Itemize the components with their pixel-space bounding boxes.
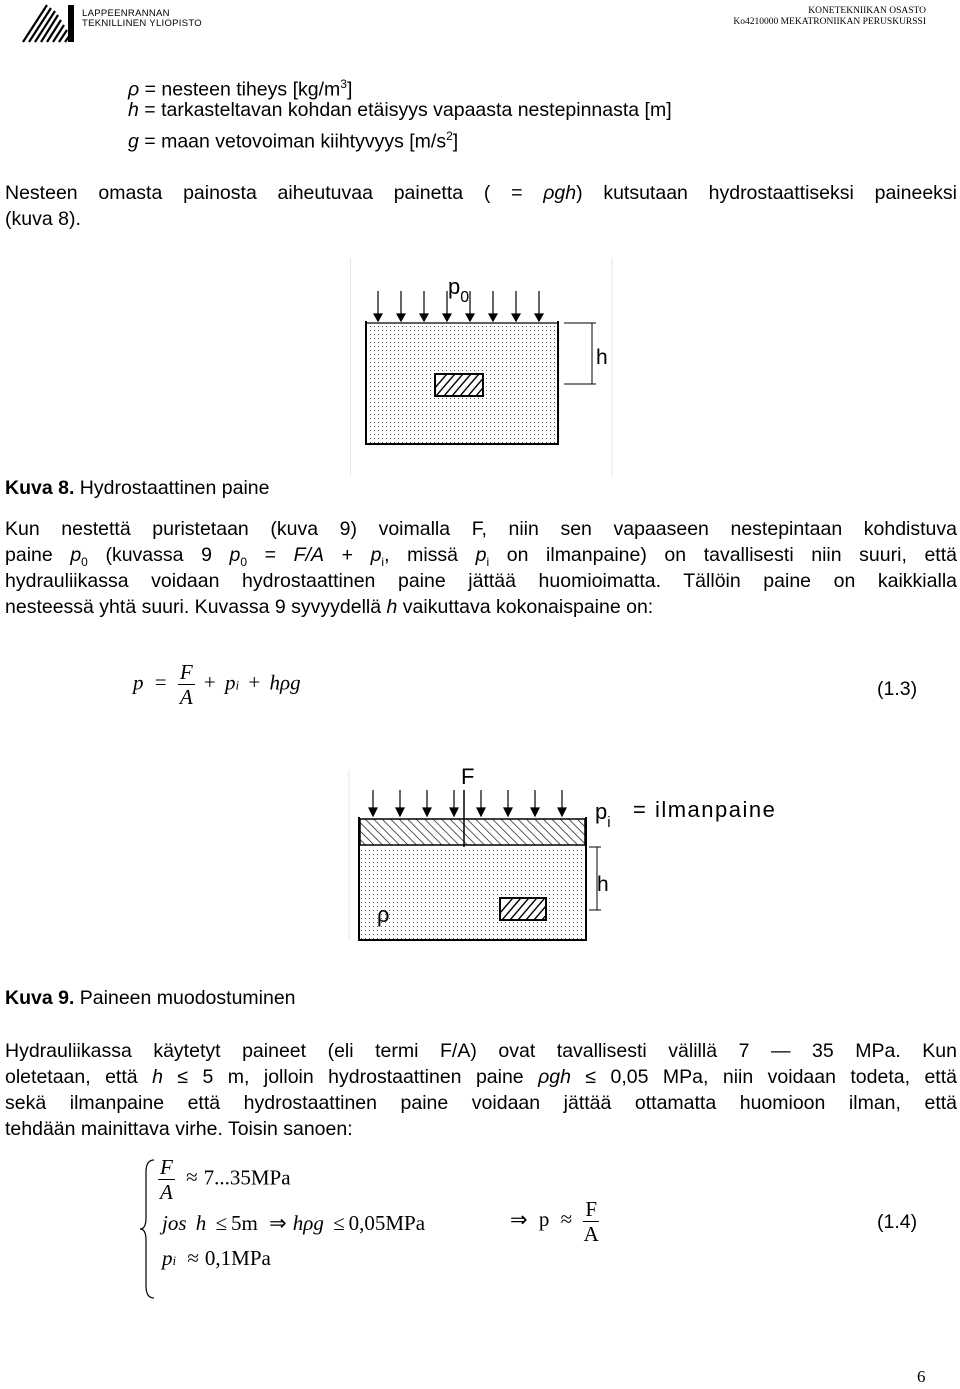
equation-1-3	[133, 660, 301, 709]
text: oletetaan, että	[5, 1066, 153, 1088]
curly-brace	[138, 1158, 158, 1300]
text: vaikuttava kokonaispaine on:	[397, 596, 654, 618]
text: nesteessä yhtä suuri. Kuvassa 9 syvyydellä	[5, 596, 387, 618]
value: 0,05MPa	[348, 1211, 426, 1235]
definition-text: = maan vetovoiman kiihtyvyys [m/s	[138, 130, 447, 153]
text: , missä	[384, 544, 476, 566]
caption-text: Hydrostaattinen paine	[74, 477, 270, 499]
eq-sub-i: i	[235, 677, 240, 693]
text: (kuvassa 9	[87, 544, 230, 566]
paragraph-pressure-explanation	[5, 516, 957, 620]
value: 7...35MPa	[203, 1165, 291, 1190]
text: +	[323, 544, 371, 566]
page-number: 6	[917, 1367, 926, 1386]
subscript: 0	[81, 554, 88, 569]
text: Nesteen omasta painosta aiheutuvaa painetta ( =	[5, 182, 544, 204]
approx-symbol: ≈	[187, 1246, 199, 1270]
university-name	[82, 9, 202, 29]
symbol-g: g	[128, 130, 139, 153]
eq-rho: ρ	[279, 670, 291, 695]
eq-lhs: p	[133, 670, 144, 695]
paragraph-line: hydrauliikassa voidaan hydrostaattinen paine jättää huomioimatta. Tällöin paine on kaikkialla	[5, 570, 957, 592]
label-ilmanpaine: = ilmanpaine	[633, 797, 777, 822]
eq-p: p	[538, 1207, 550, 1232]
label-pi: $p_i$	[595, 799, 611, 831]
eq-g: g	[290, 670, 301, 695]
paragraph-line: Hydrauliikassa käytetyt paineet (eli termi F/A) ovat tavallisesti välillä 7 — 35 MPa. Kun	[5, 1040, 957, 1062]
course-info	[733, 6, 926, 28]
force-arrows	[369, 790, 566, 816]
label-h: h	[597, 873, 609, 896]
piston	[360, 819, 585, 845]
fraction-f-over-a	[178, 660, 195, 709]
definition-rho	[128, 71, 888, 101]
paragraph-line: sekä ilmanpaine että hydrostaattinen paine voidaan jättää ottamatta huomioon ilman, että	[5, 1092, 957, 1114]
numerator: F	[179, 660, 193, 684]
fraction-f-over-a	[158, 1155, 175, 1204]
text: on ilmanpaine) on tavallisesti niin suuri, että	[489, 544, 957, 566]
eq-plus: +	[248, 670, 261, 695]
value: 5m	[231, 1211, 258, 1235]
text: =	[247, 544, 294, 566]
paragraph-hydrostatic-intro	[5, 180, 957, 232]
eq-p: p	[162, 1246, 173, 1270]
superscript: 3	[340, 77, 347, 91]
header	[0, 0, 960, 48]
depth-dimension	[564, 323, 596, 384]
definition-h	[128, 97, 888, 123]
text-italic: p	[229, 544, 241, 566]
le-symbol: ≤	[333, 1211, 345, 1235]
figure-9-pressure-diagram	[333, 762, 833, 982]
equation-1-4-number: (1.4)	[877, 1211, 918, 1233]
paragraph-line	[5, 1064, 957, 1090]
definition-text: = tarkasteltavan kohdan etäisyys vapaasta nestepinnasta [m]	[138, 99, 672, 121]
eq-h: h	[195, 1211, 207, 1235]
text: ≤ 5 m, jolloin hydrostaattinen paine	[162, 1066, 539, 1088]
paragraph-hydraulic-pressures	[5, 1038, 957, 1142]
paragraph-line	[5, 180, 957, 206]
equation-1-4-row3	[162, 1246, 271, 1271]
eq-plus: +	[203, 670, 216, 695]
equation-1-4-row1	[158, 1155, 291, 1204]
superscript: 2	[446, 129, 453, 143]
numerator: F	[585, 1197, 598, 1221]
approx-symbol: ≈	[560, 1207, 573, 1232]
university-name-line2: TEKNILLINEN YLIOPISTO	[82, 18, 202, 29]
text-italic: jos	[162, 1211, 187, 1235]
text-italic: h	[386, 596, 398, 618]
subscript: 0	[240, 554, 248, 569]
text-italic: h	[152, 1066, 163, 1088]
figure-8-caption	[5, 475, 270, 501]
text-italic: p	[475, 544, 487, 566]
fraction-f-over-a	[583, 1197, 599, 1246]
definition-text: = nesteen tiheys [kg/m	[139, 78, 341, 101]
eq-hrhog: hρg	[292, 1211, 324, 1235]
text: paine	[5, 544, 71, 566]
denominator: A	[160, 1180, 173, 1204]
department-name: KONETEKNIIKAN OSASTO	[808, 6, 926, 16]
symbol-definitions	[128, 71, 888, 153]
implies-symbol: ⇒	[269, 1211, 287, 1235]
symbol-rho: ρ	[128, 78, 140, 101]
paragraph-line	[5, 542, 957, 568]
text-italic: ρgh	[538, 1066, 571, 1088]
text-italic: p	[370, 544, 382, 566]
eq-h: h	[269, 670, 280, 695]
caption-label: Kuva 8.	[5, 477, 75, 499]
text-italic: F/A	[293, 544, 324, 566]
equation-1-4-result	[510, 1197, 599, 1246]
paragraph-line: Kun nestettä puristetaan (kuva 9) voimalla F, niin sen vapaaseen nestepintaan kohdistuva	[5, 518, 957, 540]
subscript: i	[486, 554, 490, 569]
label-p0: $p_0$	[448, 274, 470, 306]
paragraph-line: (kuva 8).	[5, 208, 81, 230]
denominator: A	[583, 1222, 599, 1246]
university-logo-icon	[20, 2, 76, 46]
paragraph-line	[5, 594, 957, 620]
numerator: F	[160, 1155, 173, 1179]
caption-label: Kuva 9.	[5, 987, 75, 1009]
caption-text: Paineen muodostuminen	[74, 987, 296, 1009]
definition-g	[128, 123, 888, 153]
implies-symbol: ⇒	[510, 1207, 528, 1232]
university-name-line1: LAPPEENRANNAN	[82, 8, 170, 19]
symbol-h: h	[128, 99, 139, 121]
equation-1-4-row2	[162, 1211, 425, 1236]
text-italic: ρgh	[543, 182, 577, 204]
label-rho: ρ	[377, 902, 390, 927]
value: 0,1MPa	[204, 1246, 271, 1270]
text: ) kutsutaan hydrostaattiseksi paineeksi	[576, 182, 957, 204]
figure-9-caption	[5, 985, 296, 1011]
label-h: h	[596, 346, 608, 369]
eq-equals: =	[154, 670, 167, 695]
approx-symbol: ≈	[186, 1165, 198, 1190]
definition-tail: ]	[346, 78, 353, 101]
definition-tail: ]	[452, 130, 459, 153]
denominator: A	[179, 685, 193, 709]
liquid-area	[360, 847, 585, 939]
eq-p: p	[225, 670, 236, 695]
le-symbol: ≤	[215, 1211, 228, 1235]
eq-sub-i: i	[172, 1253, 177, 1268]
paragraph-line: tehdään mainittava virhe. Toisin sanoen:	[5, 1118, 353, 1140]
label-F: F	[461, 764, 475, 789]
figure-8-hydrostatic-diagram	[350, 258, 615, 476]
subscript: i	[381, 554, 385, 569]
text: ≤ 0,05 MPa, niin voidaan todeta, että	[570, 1066, 957, 1088]
equation-1-3-number: (1.3)	[877, 678, 918, 700]
course-name: Ko4210000 MEKATRONIIKAN PERUSKURSSI	[733, 17, 926, 27]
text-italic: p	[70, 544, 82, 566]
